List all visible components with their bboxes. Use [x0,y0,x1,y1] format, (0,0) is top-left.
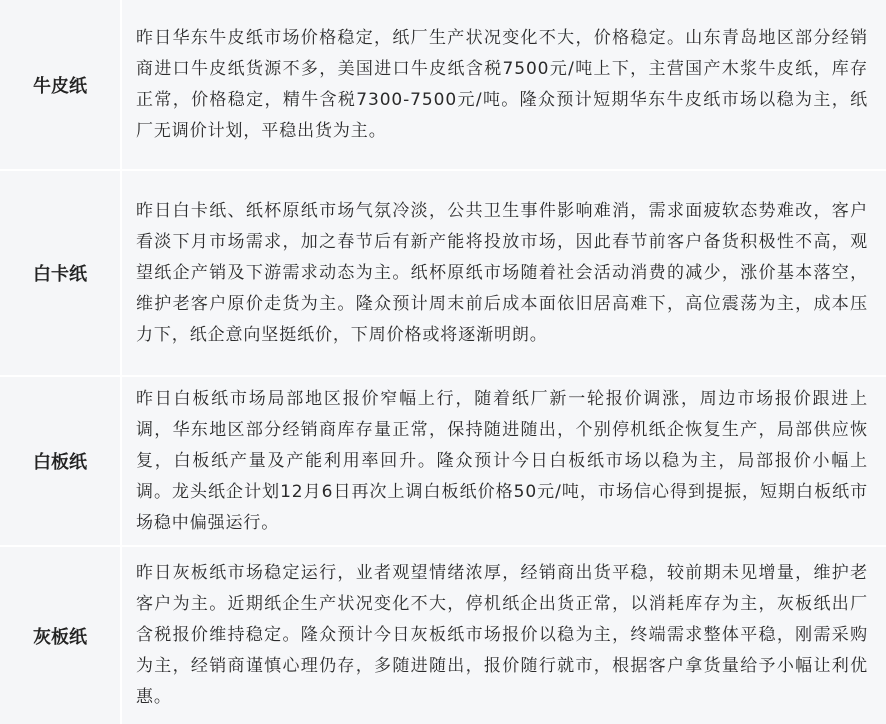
row-label-cell [0,377,122,545]
row-label: 牛皮纸 [33,75,87,97]
row-content-cell [122,547,886,724]
row-content: 昨日华东牛皮纸市场价格稳定，纸厂生产状况变化不大，价格稳定。山东青岛地区部分经销商进口牛皮纸货源不多，美国进口牛皮纸含税7500元/吨上下，主营国产木浆牛皮纸，库存正常，价格稳定，精牛含税7300-7500元/吨。隆众预计短期华东牛皮纸市场以稳为主，纸厂无调价计划，平稳出货为主。 [136,27,868,141]
row-content-cell [122,171,886,375]
row-label: 白板纸 [33,452,87,473]
row-label-cell [0,171,122,375]
table-row-kraft-paper [0,0,886,171]
row-content: 昨日白板纸市场局部地区报价窄幅上行，随着纸厂新一轮报价调涨，周边市场报价跟进上调，华东地区部分经销商库存量正常，保持随进随出，个别停机纸企恢复生产，局部供应恢复，白板纸产量及产能利用率回升。隆众预计今日白板纸市场以稳为主，局部报价小幅上调。龙头纸企计划12月6日再次上调白板纸价格50元/吨，市场信心得到提振，短期白板纸市场稳中偏强运行。 [136,388,868,533]
row-content-cell [122,377,886,545]
row-content: 昨日白卡纸、纸杯原纸市场气氛冷淡，公共卫生事件影响难消，需求面疲软态势难改，客户看淡下月市场需求，加之春节后有新产能将投放市场，因此春节前客户备货积极性不高，观望纸企产销及下游需求动态为主。纸杯原纸市场随着社会活动消费的减少，涨价基本落空，维护老客户原价走货为主。隆众预计周末前后成本面依旧居高难下，高位震荡为主，成本压力下，纸企意向坚挺纸价，下周价格或将逐渐明朗。 [136,200,868,345]
row-content: 昨日灰板纸市场稳定运行，业者观望情绪浓厚，经销商出货平稳，较前期未见增量，维护老客户为主。近期纸企生产状况变化不大，停机纸企出货正常，以消耗库存为主，灰板纸出厂含税报价维持稳定。隆众预计今日灰板纸市场报价以稳为主，终端需求整体平稳，刚需采购为主，经销商谨慎心理仍存，多随进随出，报价随行就市，根据客户拿货量给予小幅让利优惠。 [136,563,868,707]
row-label: 白卡纸 [33,264,87,285]
row-label-cell [0,547,122,724]
table-row-grey-board [0,547,886,724]
table-row-white-card [0,171,886,377]
table-row-white-board [0,377,886,547]
row-content-cell [122,0,886,169]
row-label: 灰板纸 [33,626,87,648]
row-label-cell [0,0,122,169]
